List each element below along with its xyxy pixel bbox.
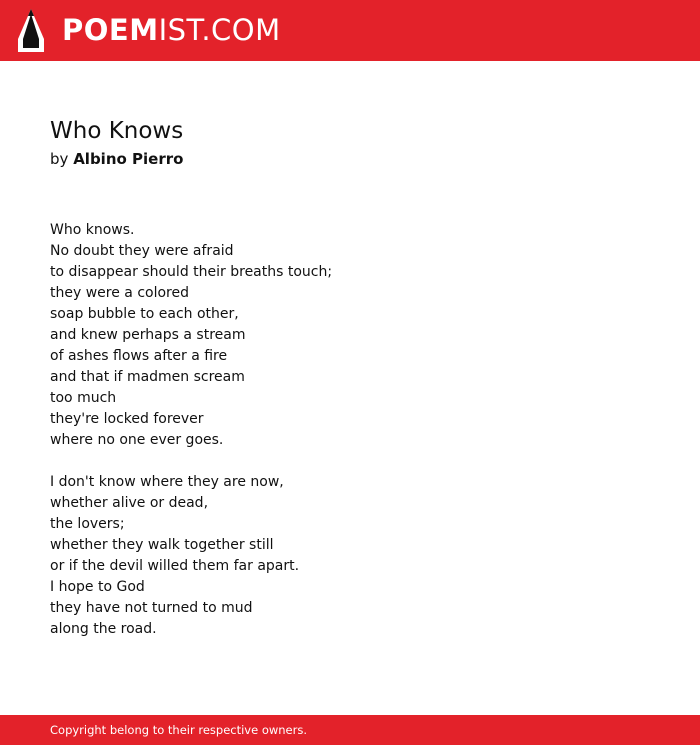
site-logo[interactable] [62,12,281,48]
poem-line: and knew perhaps a stream [50,327,246,343]
poem-line: Who knows. [50,222,135,238]
poem-line: whether alive or dead, [50,495,209,511]
site-header [0,0,700,61]
poem-line: I don't know where they are now, [50,474,284,490]
poem-title: Who Knows [50,118,184,144]
poem-body [50,220,650,640]
by-label: by [50,150,69,168]
poem-line: they were a colored [50,285,189,301]
logo-light-text: IST.COM [158,13,281,47]
author-name: Albino Pierro [73,150,184,168]
copyright-text: Copyright belong to their respective owners. [50,723,308,737]
poem-line: where no one ever goes. [50,432,224,448]
poem-line: of ashes flows after a fire [50,348,228,364]
poem-line: and that if madmen scream [50,369,245,385]
poem-line: they have not turned to mud [50,600,253,616]
poem-line: the lovers; [50,516,125,532]
poem-line: along the road. [50,621,157,637]
poem-line: soap bubble to each other, [50,306,239,322]
site-footer [0,715,700,745]
logo-bold-text: POEM [62,13,159,47]
poem-content [50,116,650,640]
poem-line: too much [50,390,117,406]
poem-line: No doubt they were afraid [50,243,234,259]
pencil-icon[interactable] [17,9,45,52]
poem-line: whether they walk together still [50,537,274,553]
poem-byline [50,148,650,170]
poem-line: to disappear should their breaths touch; [50,264,333,280]
poem-stanza [50,220,650,451]
poem-line: or if the devil willed them far apart. [50,558,300,574]
poem-line: I hope to God [50,579,145,595]
poem-line: they're locked forever [50,411,204,427]
poem-stanza [50,472,650,640]
